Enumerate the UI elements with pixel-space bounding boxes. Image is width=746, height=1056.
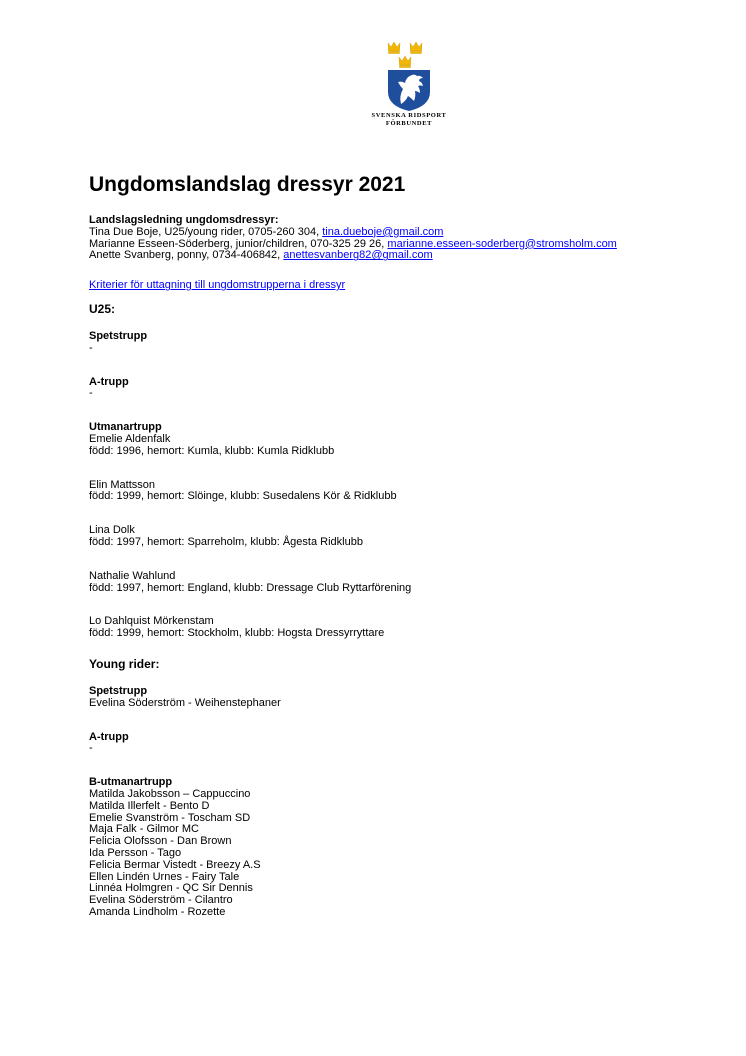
list-item: Amanda Lindholm - Rozette	[89, 905, 226, 918]
leader-text: Anette Svanberg, ponny, 0734-406842,	[89, 249, 284, 262]
list-item: Maja Falk - Gilmor MC	[89, 823, 200, 836]
leader-text: Tina Due Boje, U25/young rider, 0705-260 304,	[89, 225, 323, 238]
list-item	[89, 571, 729, 595]
list-item: Emelie Svanström - Toscham SD	[89, 811, 251, 824]
list-item: Evelina Söderström - Cilantro	[89, 894, 233, 907]
rider-info: född: 1999, hemort: Slöinge, klubb: Susedalens Kör & Ridklubb	[89, 490, 397, 503]
yr-spets-heading: Spetstrupp	[89, 684, 148, 697]
rider-name: Lina Dolk	[89, 524, 135, 537]
yr-a-value: -	[89, 742, 93, 755]
leader-email-link[interactable]: tina.dueboje@gmail.com	[322, 225, 444, 238]
federation-logo	[366, 40, 452, 128]
page-title: Ungdomslandslag dressyr 2021	[89, 173, 406, 196]
leader-row	[89, 250, 729, 262]
list-item: Felicia Bermar Vistedt - Breezy A.S	[89, 858, 261, 871]
list-item: Felicia Olofsson - Dan Brown	[89, 835, 232, 848]
u25-a-value: -	[89, 387, 93, 400]
list-item: Matilda Illerfelt - Bento D	[89, 799, 210, 812]
u25-spets-value: -	[89, 341, 93, 354]
rider-info: född: 1997, hemort: Sparreholm, klubb: Ågesta Ridklubb	[89, 535, 363, 548]
list-item	[89, 616, 729, 640]
list-item	[89, 525, 729, 549]
rider-info: född: 1999, hemort: Stockholm, klubb: Hogsta Dressyrryttare	[89, 627, 385, 640]
leader-email-link[interactable]: anettesvanberg82@gmail.com	[283, 249, 433, 262]
leadership-heading: Landslagsledning ungdomsdressyr:	[89, 214, 279, 226]
yr-spets-value: Evelina Söderström - Weihenstephaner	[89, 696, 281, 709]
yr-a-heading: A-trupp	[89, 730, 129, 743]
rider-info: född: 1997, hemort: England, klubb: Dressage Club Ryttarförening	[89, 581, 412, 594]
rider-name: Emelie Aldenfalk	[89, 432, 171, 445]
org-name-line2: FÖRBUNDET	[385, 120, 433, 127]
document-body	[89, 168, 729, 919]
young-rider-heading: Young rider:	[89, 656, 160, 671]
list-item	[89, 480, 729, 504]
criteria-link[interactable]: Kriterier för uttagning till ungdomstrupperna i dressyr	[89, 279, 346, 292]
u25-a-heading: A-trupp	[89, 375, 129, 388]
org-name-line1: SVENSKA RIDSPORT	[371, 112, 447, 119]
list-item	[89, 434, 729, 458]
list-item: Ida Persson - Tago	[89, 846, 182, 859]
u25-spets-heading: Spetstrupp	[89, 329, 148, 342]
rider-name: Elin Mattsson	[89, 478, 156, 491]
rider-name: Nathalie Wahlund	[89, 569, 176, 582]
list-item: Matilda Jakobsson – Cappuccino	[89, 787, 251, 800]
leader-email-link[interactable]: marianne.esseen-soderberg@stromsholm.com	[387, 237, 617, 250]
list-item: Linnéa Holmgren - QC Sir Dennis	[89, 882, 253, 895]
list-item: Ellen Lindén Urnes - Fairy Tale	[89, 870, 240, 883]
crown-shield-icon	[386, 40, 432, 112]
yr-b-heading: B-utmanartrupp	[89, 776, 173, 789]
rider-name: Lo Dahlquist Mörkenstam	[89, 615, 214, 628]
leader-text: Marianne Esseen-Söderberg, junior/children, 070-325 29 26,	[89, 237, 388, 250]
rider-info: född: 1996, hemort: Kumla, klubb: Kumla Ridklubb	[89, 444, 335, 457]
u25-heading: U25:	[89, 301, 116, 316]
u25-utmanar-heading: Utmanartrupp	[89, 421, 162, 434]
